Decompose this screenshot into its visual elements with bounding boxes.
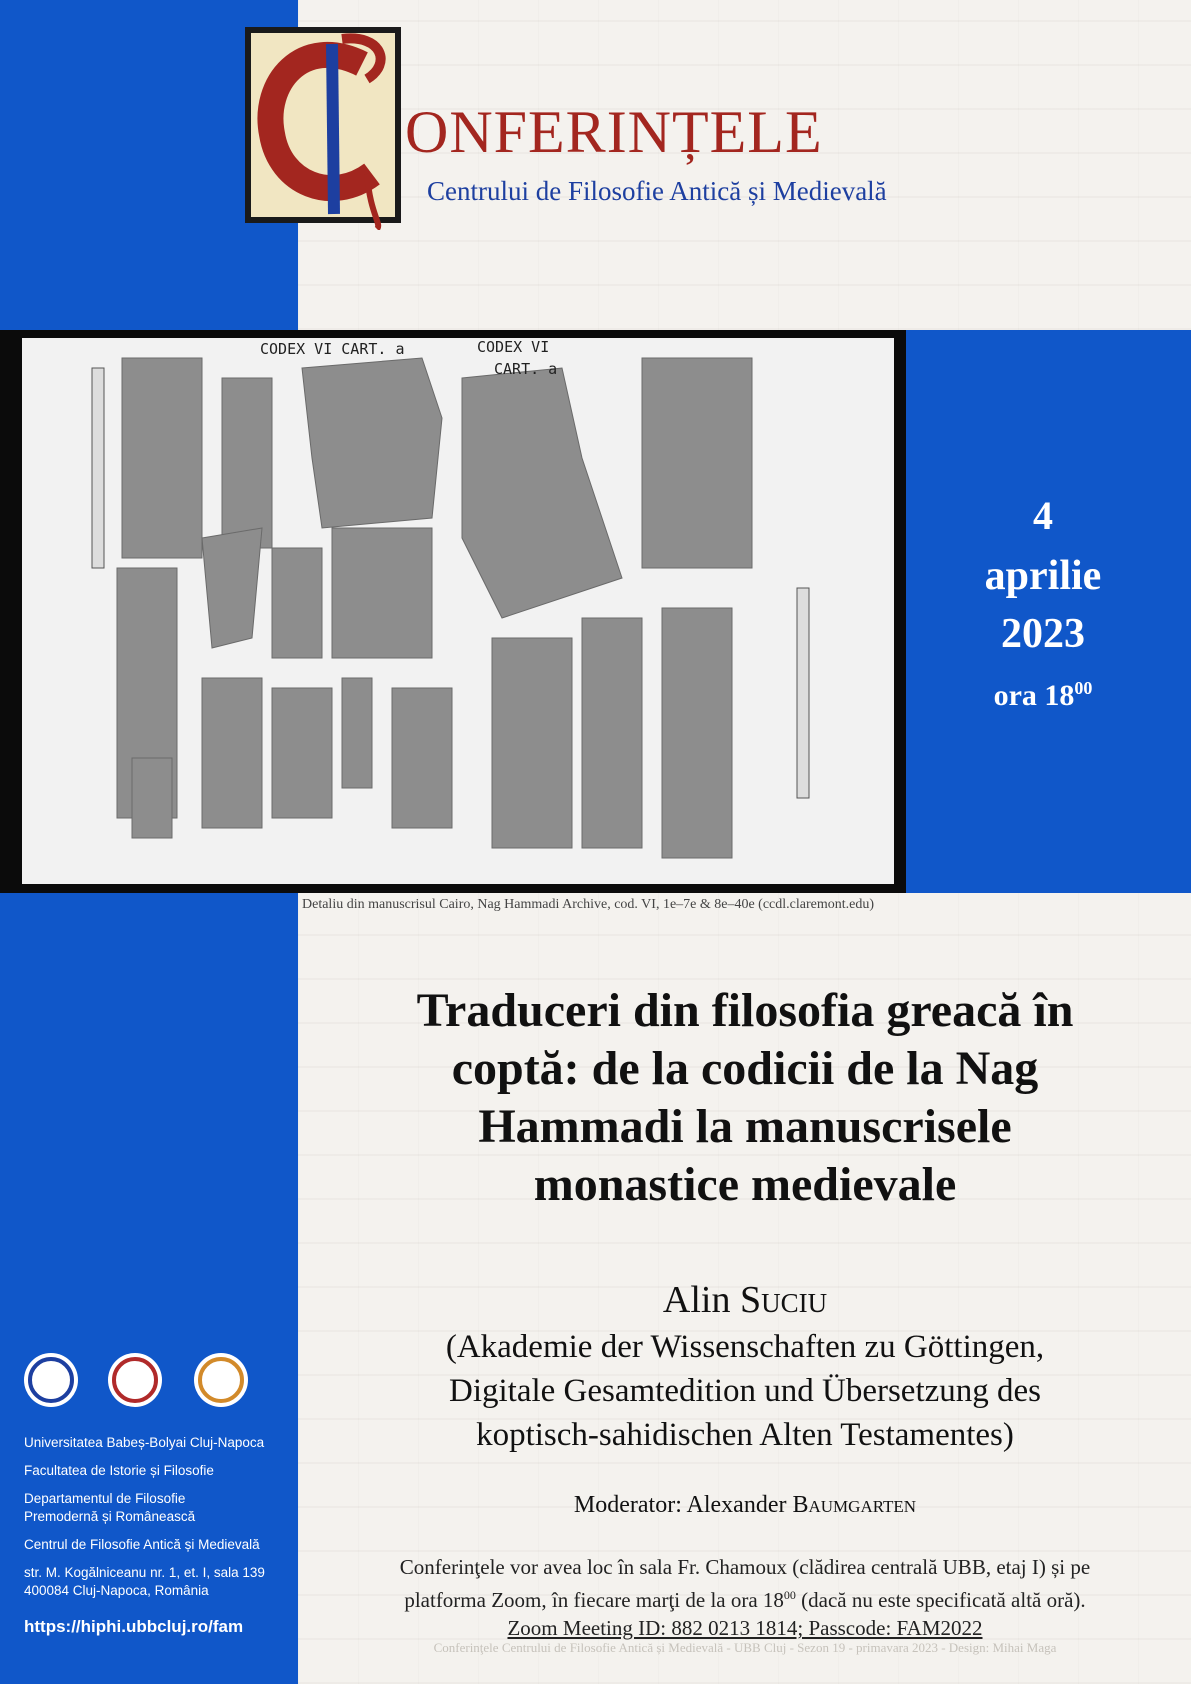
zoom-meeting-link[interactable]: Zoom Meeting ID: 882 0213 1814; Passcode: FAM2022 — [507, 1616, 983, 1640]
speaker-name — [320, 1278, 1170, 1322]
photo-label-cart: CART. a — [494, 360, 558, 378]
date-month: aprilie — [984, 553, 1102, 599]
date-year: 2023 — [1001, 611, 1085, 657]
left-center: Centrul de Filosofie Antică și Medievală — [24, 1537, 260, 1552]
event-info — [320, 1553, 1170, 1642]
talk-title — [320, 982, 1170, 1214]
moderator — [320, 1492, 1170, 1519]
info-line-2 — [320, 1581, 1170, 1614]
ubb-seal-icon — [24, 1353, 78, 1407]
faculty-seal-icon — [108, 1353, 162, 1407]
date-time-label: ora 18 — [993, 679, 1075, 712]
photo-label-codex-2: CODEX VI — [477, 338, 550, 356]
left-address-2: 400084 Cluj-Napoca, România — [24, 1583, 209, 1598]
moderator-label: Moderator: Alexander — [573, 1492, 787, 1518]
info-line-2b: (dacă nu este specificată altă oră). — [795, 1588, 1086, 1612]
date-time-sup: 00 — [1074, 678, 1093, 698]
moderator-last-name: Baumgarten — [792, 1492, 917, 1518]
footer-credit: Conferinţele Centrului de Filosofie Antică și Medievală - UBB Cluj - Sezon 19 - primavara 2023 - Design: Mihai Maga — [433, 1640, 1057, 1655]
talk-title-line-2: coptă: de la codicii de la Nag — [451, 1042, 1039, 1095]
speaker-first-name: Alin — [662, 1279, 731, 1321]
talk-title-line-3: Hammadi la manuscrisele — [478, 1100, 1012, 1153]
speaker-affiliation — [320, 1325, 1170, 1457]
speaker-last-name: Suciu — [739, 1279, 828, 1321]
info-line-2a: platforma Zoom, în fiecare marţi de la ora 18 — [404, 1588, 784, 1612]
date-day: 4 — [1033, 493, 1053, 538]
talk-title-line-4: monastice medievale — [533, 1158, 957, 1211]
website-link[interactable]: https://hiphi.ubbcluj.ro/fam — [24, 1617, 244, 1636]
affiliation-line-2: Digitale Gesamtedition und Übersetzung des — [448, 1373, 1042, 1409]
left-department-1: Departamentul de Filosofie — [24, 1491, 186, 1506]
center-seal-icon — [194, 1353, 248, 1407]
photo-caption: Detaliu din manuscrisul Cairo, Nag Hammadi Archive, cod. VI, 1e–7e & 8e–40e (ccdl.claremont.edu) — [302, 897, 875, 912]
affiliation-line-1: (Akademie der Wissenschaften zu Göttingen, — [445, 1329, 1045, 1365]
talk-title-line-1: Traduceri din filosofia greacă în — [416, 984, 1074, 1037]
left-department-2: Premodernă și Românească — [24, 1509, 196, 1524]
initial-c-logo — [242, 24, 402, 230]
affiliation-line-3: koptisch-sahidischen Alten Testamentes) — [476, 1417, 1014, 1453]
info-line-1: Conferinţele vor avea loc în sala Fr. Chamoux (clădirea centrală UBB, etaj I) și pe — [399, 1555, 1091, 1579]
left-address-1: str. M. Kogălniceanu nr. 1, et. I, sala 139 — [24, 1565, 265, 1580]
left-faculty: Facultatea de Istorie și Filosofie — [24, 1463, 214, 1478]
header-title: ONFERINȚELE — [405, 99, 823, 165]
info-line-2-sup: 00 — [783, 1588, 796, 1602]
photo-label-codex-1: CODEX VI CART. a — [260, 340, 405, 358]
manuscript-photo — [22, 338, 894, 884]
header-subtitle: Centrului de Filosofie Antică și Medievală — [427, 176, 887, 206]
date-time — [963, 678, 1123, 713]
left-university: Universitatea Babeș-Bolyai Cluj-Napoca — [24, 1435, 265, 1450]
